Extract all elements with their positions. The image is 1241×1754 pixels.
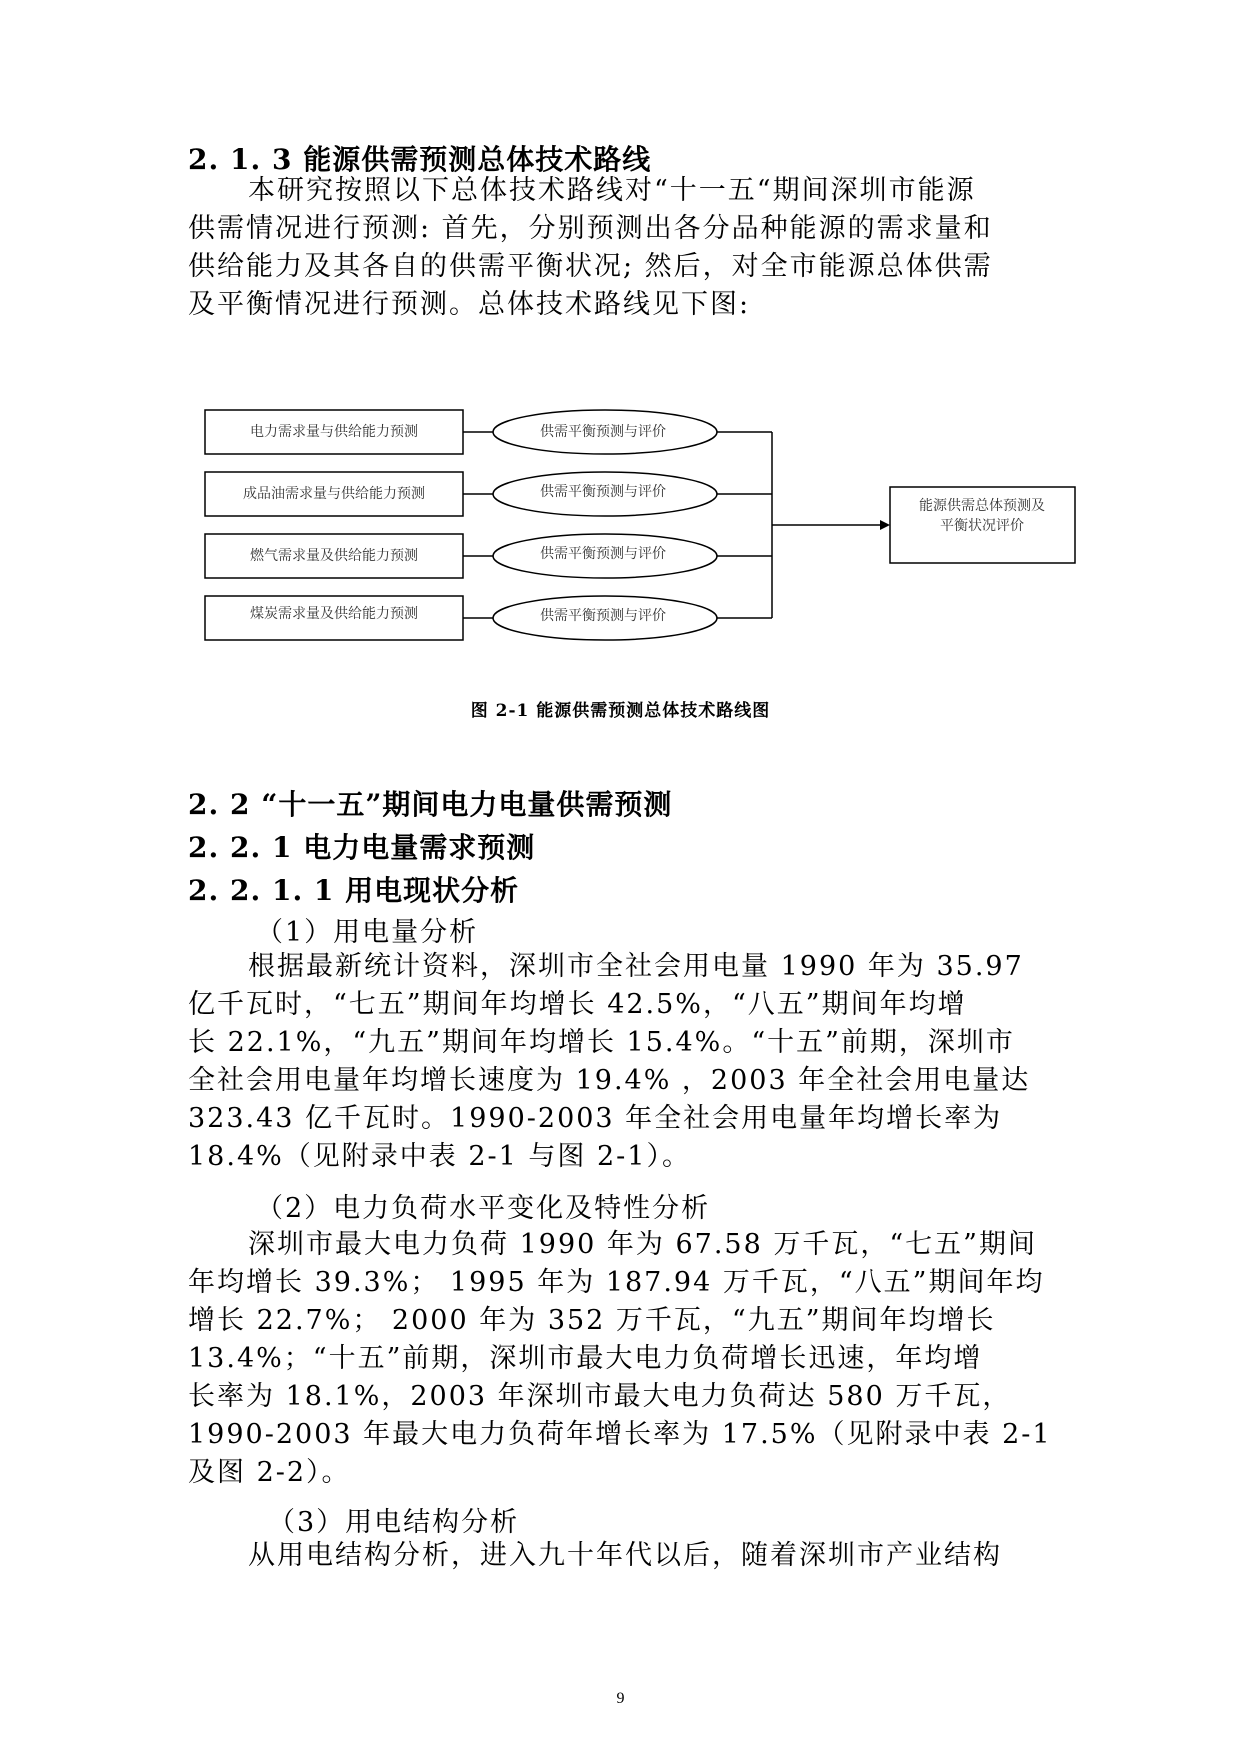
paragraph-line: 长 22.1%，“九五”期间年均增长 15.4%。“十五”前期，深圳市 xyxy=(188,1027,1015,1058)
section-2-1-3-paragraph xyxy=(188,172,1048,324)
page-number: 9 xyxy=(616,1690,625,1707)
ellipse-label-3: 供需平衡预测与评价 xyxy=(540,546,666,562)
subsection-title-3: （3）用电结构分析 xyxy=(268,1507,520,1538)
paragraph-line: 长率为 18.1%，2003 年深圳市最大电力负荷达 580 万千瓦， xyxy=(188,1381,1012,1412)
paragraph-line: 及平衡情况进行预测。总体技术路线见下图: xyxy=(188,289,751,320)
figure-caption: 图 2-1 能源供需预测总体技术路线图 xyxy=(470,701,771,721)
paragraph-line: 供给能力及其各自的供需平衡状况; 然后，对全市能源总体供需 xyxy=(188,251,993,282)
section-heading-2-2: 2. 2 “十一五”期间电力电量供需预测 xyxy=(188,788,673,821)
paragraph-line: 本研究按照以下总体技术路线对“十一五“期间深圳市能源 xyxy=(248,175,976,206)
paragraph-line: 年均增长 39.3%； 1995 年为 187.94 万千瓦，“八五”期间年均 xyxy=(188,1267,1045,1298)
section-heading-2-2-1: 2. 2. 1 电力电量需求预测 xyxy=(188,831,536,864)
section-heading-2-1-3: 2. 1. 3 能源供需预测总体技术路线 xyxy=(188,143,652,176)
left-box-label-3: 燃气需求量及供给能力预测 xyxy=(250,548,418,564)
paragraph-line: 亿千瓦时，“七五”期间年均增长 42.5%，“八五”期间年均增 xyxy=(188,989,967,1020)
paragraph-line: 13.4%；“十五”前期，深圳市最大电力负荷增长迅速，年均增 xyxy=(188,1343,983,1374)
sub2-paragraph xyxy=(188,1226,1052,1492)
ellipse-label-2: 供需平衡预测与评价 xyxy=(540,484,666,500)
paragraph-line: 全社会用电量年均增长速度为 19.4% ，2003 年全社会用电量达 xyxy=(188,1065,1031,1096)
paragraph-line: 根据最新统计资料，深圳市全社会用电量 1990 年为 35.97 xyxy=(248,951,1024,982)
right-box-label-line1: 能源供需总体预测及 xyxy=(919,498,1045,514)
left-box-label-4: 煤炭需求量及供给能力预测 xyxy=(250,606,418,622)
paragraph-line: 深圳市最大电力负荷 1990 年为 67.58 万千瓦，“七五”期间 xyxy=(248,1229,1037,1260)
ellipse-label-4: 供需平衡预测与评价 xyxy=(540,608,666,624)
paragraph-line: 323.43 亿千瓦时。1990-2003 年全社会用电量年均增长率为 xyxy=(188,1103,1003,1134)
paragraph-line: 从用电结构分析，进入九十年代以后，随着深圳市产业结构 xyxy=(248,1540,1002,1571)
subsection-title-1: （1）用电量分析 xyxy=(256,917,479,948)
section-heading-2-2-1-1: 2. 2. 1. 1 用电现状分析 xyxy=(188,874,520,907)
paragraph-line: 及图 2-2）。 xyxy=(188,1457,351,1488)
subsection-title-2: （2）电力负荷水平变化及特性分析 xyxy=(256,1193,711,1224)
left-box-label-1: 电力需求量与供给能力预测 xyxy=(250,424,418,440)
sub1-paragraph xyxy=(188,948,1048,1176)
right-box-label-line2: 平衡状况评价 xyxy=(940,518,1024,534)
sub3-paragraph xyxy=(188,1537,1048,1575)
left-box-label-2: 成品油需求量与供给能力预测 xyxy=(243,486,425,502)
arrow-head-icon xyxy=(880,520,890,530)
paragraph-line: 增长 22.7%； 2000 年为 352 万千瓦，“九五”期间年均增长 xyxy=(188,1305,996,1336)
ellipse-label-1: 供需平衡预测与评价 xyxy=(540,424,666,440)
paragraph-line: 供需情况进行预测: 首先，分别预测出各分品种能源的需求量和 xyxy=(188,213,993,244)
technical-route-diagram xyxy=(0,395,1241,655)
paragraph-line: 1990-2003 年最大电力负荷年增长率为 17.5%（见附录中表 2-1 xyxy=(188,1419,1052,1450)
paragraph-line: 18.4%（见附录中表 2-1 与图 2-1）。 xyxy=(188,1141,691,1172)
